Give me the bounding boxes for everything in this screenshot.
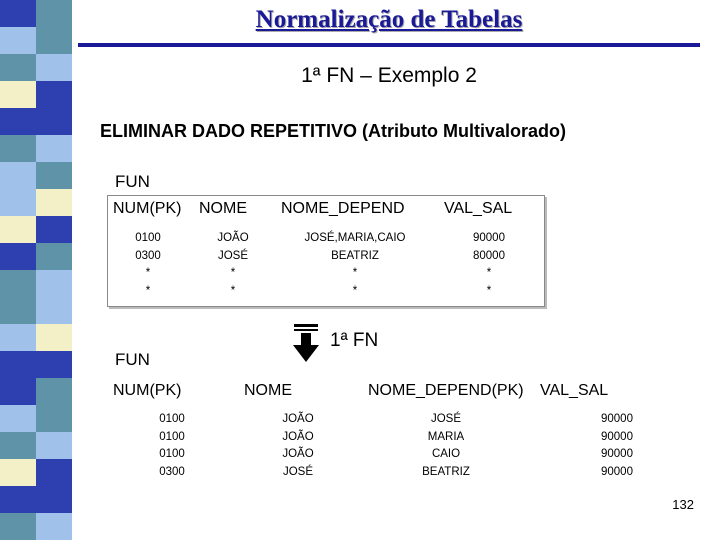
stripe-tile	[0, 432, 36, 459]
stripe-tile	[0, 459, 36, 486]
slide-subtitle: 1ª FN – Exemplo 2	[301, 64, 477, 87]
stripe-tile	[36, 378, 72, 405]
table2-header-num: NUM(PK)	[113, 382, 182, 399]
arrow-label: 1ª FN	[330, 330, 379, 351]
page-number: 132	[672, 497, 694, 512]
stripe-tile	[36, 0, 72, 27]
stripe-tile	[36, 270, 72, 297]
table2-header-nome-depend: NOME_DEPEND(PK)	[368, 382, 524, 399]
stripe-tile	[0, 378, 36, 405]
table1-header-num: NUM(PK)	[113, 200, 182, 217]
stripe-tile	[36, 351, 72, 378]
table1-header-nome: NOME	[199, 200, 247, 217]
stripe-tile	[36, 216, 72, 243]
stripe-tile	[0, 135, 36, 162]
decorative-stripe	[0, 0, 72, 540]
stripe-tile	[36, 135, 72, 162]
stripe-tile	[36, 486, 72, 513]
stripe-tile	[0, 513, 36, 540]
table2-header-val-sal: VAL_SAL	[540, 382, 609, 399]
stripe-tile	[36, 243, 72, 270]
stripe-tile	[0, 27, 36, 54]
stripe-tile	[0, 405, 36, 432]
stripe-tile	[36, 108, 72, 135]
stripe-tile	[36, 405, 72, 432]
stripe-tile	[36, 324, 72, 351]
stripe-tile	[0, 486, 36, 513]
table2-header-nome: NOME	[244, 382, 292, 399]
table2-col-num: 0100 0100 0100 0300	[159, 413, 185, 478]
stripe-tile	[36, 54, 72, 81]
stripe-tile	[0, 81, 36, 108]
stripe-tile	[36, 432, 72, 459]
slide-title: Normalização de Tabelas	[255, 6, 523, 33]
table1-label: FUN	[115, 172, 150, 191]
table2-col-nome: JOÃO JOÃO JOÃO JOSÉ	[282, 413, 314, 478]
stripe-tile	[0, 216, 36, 243]
stripe-tile	[0, 162, 36, 189]
table1-header-val-sal: VAL_SAL	[444, 200, 513, 217]
title-underline-rule	[78, 43, 700, 47]
table2-label: FUN	[115, 350, 150, 369]
stripe-tile	[36, 297, 72, 324]
table1-col-val-sal: 90000 80000 * *	[473, 232, 505, 297]
stripe-tile	[36, 162, 72, 189]
stripe-tile	[0, 351, 36, 378]
stripe-tile	[0, 108, 36, 135]
stripe-tile	[36, 459, 72, 486]
down-arrow-icon	[291, 323, 321, 363]
stripe-tile	[36, 513, 72, 540]
stripe-tile	[0, 324, 36, 351]
stripe-tile	[0, 189, 36, 216]
stripe-tile	[36, 81, 72, 108]
stripe-tile	[0, 297, 36, 324]
stripe-tile	[0, 243, 36, 270]
stripe-tile	[36, 27, 72, 54]
table2-col-val-sal: 90000 90000 90000 90000	[601, 413, 633, 478]
table2-col-nome-depend: JOSÉ MARIA CAIO BEATRIZ	[422, 413, 470, 478]
table1-header-nome-depend: NOME_DEPEND	[281, 200, 405, 217]
table1-col-nome-depend: JOSÉ,MARIA,CAIO BEATRIZ * *	[304, 232, 406, 297]
slide-heading: ELIMINAR DADO REPETITIVO (Atributo Multivalorado)	[100, 121, 566, 141]
table1-col-num: 0100 0300 * *	[135, 232, 161, 297]
table1-col-nome: JOÃO JOSÉ * *	[217, 232, 249, 297]
stripe-tile	[0, 0, 36, 27]
stripe-tile	[0, 270, 36, 297]
stripe-tile	[36, 189, 72, 216]
stripe-tile	[0, 54, 36, 81]
